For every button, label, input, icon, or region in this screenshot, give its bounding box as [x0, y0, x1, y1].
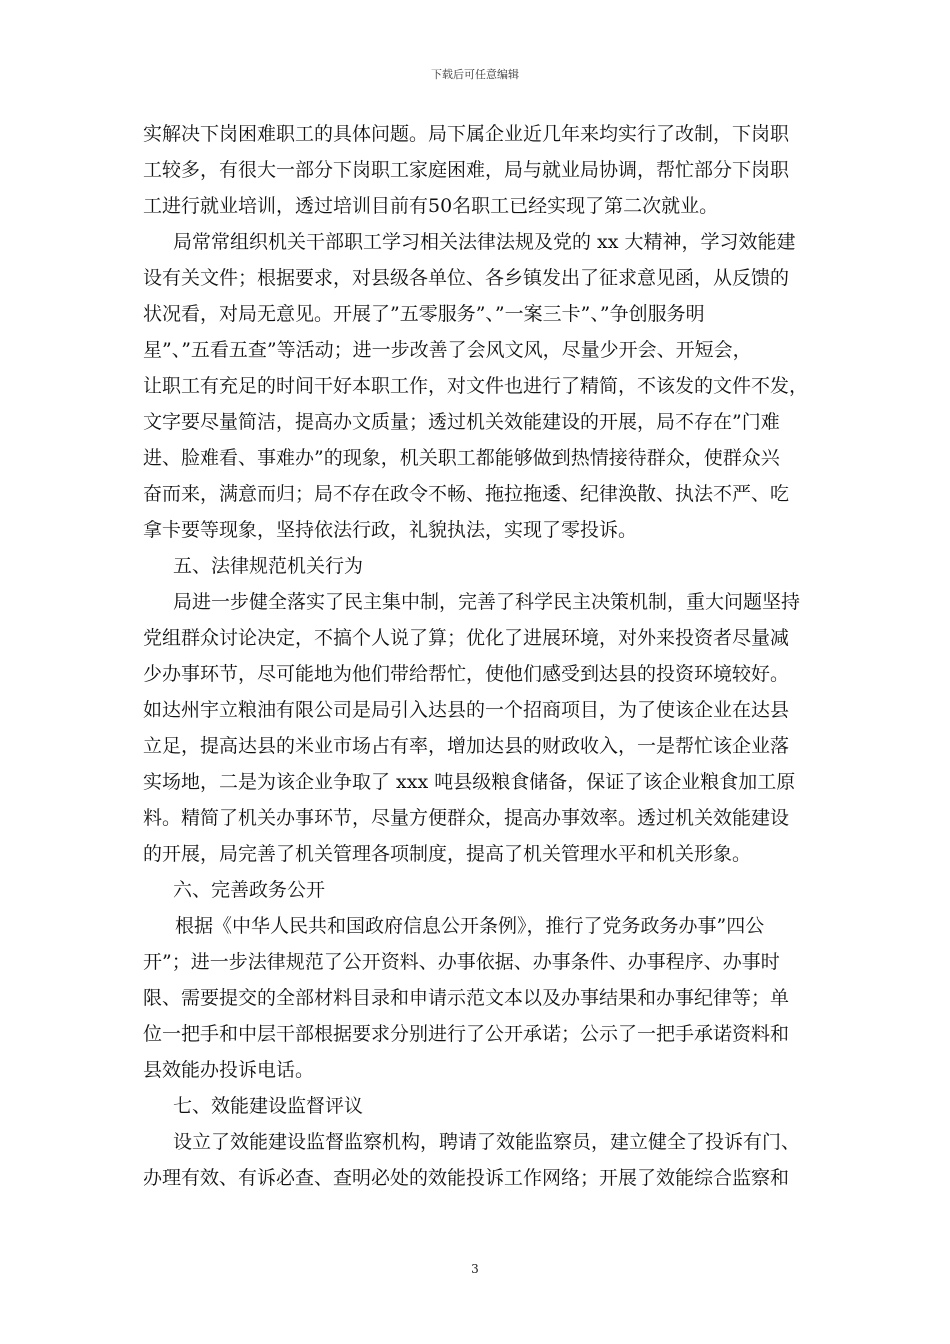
text-line: 县效能办投诉电话。	[143, 1059, 315, 1081]
text-line: 的开展，局完善了机关管理各项制度，提高了机关管理水平和机关形象。	[143, 843, 752, 865]
section-heading: 六、完善政务公开	[173, 879, 326, 901]
text-line: 少办事环节，尽可能地为他们带给帮忙，使他们感受到达县的投资环境较好。	[143, 663, 790, 685]
page-number: 3	[471, 1262, 479, 1276]
text-line: 设立了效能建设监督监察机构，聘请了效能监察员，建立健全了投诉有门、	[173, 1131, 801, 1153]
text-line: 让职工有充足的时间干好本职工作，对文件也进行了精简，不该发的文件不发，	[143, 375, 809, 397]
text-line: 局进一步健全落实了民主集中制，完善了科学民主决策机制，重大问题坚持	[173, 591, 801, 613]
text-line: 办理有效、有诉必查、查明必处的效能投诉工作网络；开展了效能综合监察和	[143, 1167, 790, 1189]
text-line: 进、脸难看、事难办”的现象，机关职工都能够做到热情接待群众，使群众兴	[143, 447, 780, 469]
text-line: 党组群众讨论决定，不搞个人说了算；优化了进展环境，对外来投资者尽量减	[143, 627, 790, 649]
text-line: 根据《中华人民共和国政府信息公开条例》，推行了党务政务办事”四公	[175, 915, 765, 937]
section-heading: 五、法律规范机关行为	[173, 555, 364, 577]
section-heading: 七、效能建设监督评议	[173, 1095, 364, 1117]
text-line: 开”；进一步法律规范了公开资料、办事依据、办事条件、办事程序、办事时	[143, 951, 780, 973]
text-line: 工进行就业培训，透过培训目前有50名职工已经实现了第二次就业。	[143, 195, 719, 217]
text-line: 星”、”五看五查”等活动；进一步改善了会风文风，尽量少开会、开短会，	[143, 339, 752, 361]
document-body	[143, 116, 823, 1196]
text-line: 如达州宇立粮油有限公司是局引入达县的一个招商项目，为了使该企业在达县	[143, 699, 790, 721]
text-line: 实解决下岗困难职工的具体问题。局下属企业近几年来均实行了改制，下岗职	[143, 123, 790, 145]
text-line: 状况看，对局无意见。开展了”五零服务”、”一案三卡”、”争创服务明	[143, 303, 705, 325]
text-line: 局常常组织机关干部职工学习相关法律法规及党的 xx 大精神，学习效能建	[173, 231, 796, 253]
page-header: 下载后可任意编辑	[431, 68, 519, 81]
text-line: 料。精简了机关办事环节，尽量方便群众，提高办事效率。透过机关效能建设	[143, 807, 790, 829]
text-line: 奋而来，满意而归；局不存在政令不畅、拖拉拖逶、纪律涣散、执法不严、吃	[143, 483, 790, 505]
text-line: 实场地，二是为该企业争取了 xxx 吨县级粮食储备，保证了该企业粮食加工原	[143, 771, 796, 793]
text-line: 设有关文件；根据要求，对县级各单位、各乡镇发出了征求意见函，从反馈的	[143, 267, 790, 289]
text-line: 文字要尽量简洁，提高办文质量；透过机关效能建设的开展，局不存在”门难	[143, 411, 780, 433]
text-line: 限、需要提交的全部材料目录和申请示范文本以及办事结果和办事纪律等；单	[143, 987, 790, 1009]
text-line: 位一把手和中层干部根据要求分别进行了公开承诺；公示了一把手承诺资料和	[143, 1023, 790, 1045]
text-line: 立足，提高达县的米业市场占有率，增加达县的财政收入，一是帮忙该企业落	[143, 735, 790, 757]
text-line: 拿卡要等现象，坚持依法行政，礼貌执法，实现了零投诉。	[143, 519, 638, 541]
text-line: 工较多，有很大一部分下岗职工家庭困难，局与就业局协调，帮忙部分下岗职	[143, 159, 790, 181]
